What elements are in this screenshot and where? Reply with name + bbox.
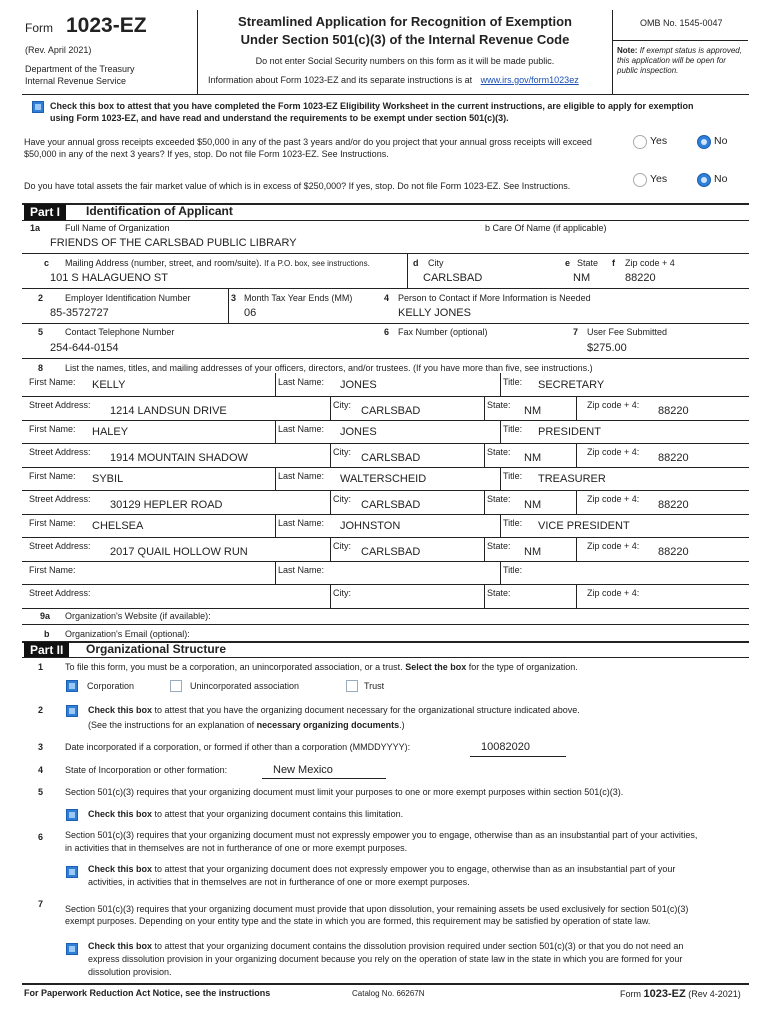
dissolution-provision-checkbox[interactable] [66,943,78,955]
line-4-number: 4 [384,293,390,303]
officer-city-label: City: [333,400,351,410]
p2-line-5-number: 5 [38,787,44,797]
line-2-number: 2 [38,293,44,303]
footer-revision: (Rev 4-2021) [688,989,741,999]
officer-city-value[interactable]: CARLSBAD [361,405,421,417]
officer-last-name-label: Last Name: [278,471,325,481]
officer-zip-label: Zip code + 4: [587,400,640,410]
officer-title-label: Title: [503,565,523,575]
paperwork-notice: For Paperwork Reduction Act Notice, see the instructions [24,988,271,998]
officer-last-name-label: Last Name: [278,424,325,434]
p2-line-6-label-b: in activities that in themselves are not in furtherance of one or more exempt purposes. [65,843,408,853]
corporation-checkbox[interactable] [66,680,78,692]
p2-line-5-check [88,809,403,819]
officer-state-value[interactable]: NM [524,546,542,558]
p2-line-1-pre: To file this form, you must be a corporation, an unincorporated association, or a trust. [65,662,403,672]
officer-title-label: Title: [503,424,523,434]
no-empowerment-checkbox[interactable] [66,866,78,878]
officer-title-value[interactable]: TREASURER [538,473,606,485]
line-c-number: c [44,258,50,268]
p2-line-2-text: to attest that you have the organizing document necessary for the organizational structure indicated above. [154,705,580,715]
line-9a-number: 9a [40,611,51,621]
unincorporated-checkbox[interactable] [170,680,182,692]
officer-street-label: Street Address: [29,541,91,551]
receipts-no-radio[interactable] [697,135,711,149]
city-value[interactable]: CARLSBAD [423,272,483,284]
footer-form-number: 1023-EZ [643,988,686,1000]
p2-line-7-number: 7 [38,899,44,909]
officer-last-name-value[interactable]: JONES [340,379,377,391]
officer-first-name-label: First Name: [29,424,76,434]
officer-first-name-label: First Name: [29,565,76,575]
line-4-label: Person to Contact if More Information is Needed [398,293,591,303]
line-e-number: e [565,258,571,268]
line-2-label: Employer Identification Number [65,293,191,303]
line-8-number: 8 [38,363,44,373]
officer-first-name-value[interactable]: KELLY [92,379,126,391]
p2-line-6-check-1 [88,864,675,874]
officer-street-value[interactable]: 1214 LANDSUN DRIVE [110,405,227,417]
receipts-question-line1: Have your annual gross receipts exceeded $50,000 in any of the past 3 years and/or do you project that your annual gross receipts will exceed [24,137,592,147]
org-name-value[interactable]: FRIENDS OF THE CARLSBAD PUBLIC LIBRARY [50,237,297,249]
officer-last-name-value[interactable]: JONES [340,426,377,438]
p2-line-5-check-text: to attest that your organizing document contains this limitation. [154,809,404,819]
part-2-label: Part II [24,642,69,658]
officer-state-label: State: [487,541,511,551]
officer-first-name-label: First Name: [29,471,76,481]
p2-line-2-sub-pre: (See the instructions for an explanation of [88,720,255,730]
footer-form-label: Form [620,989,641,999]
officer-zip-label: Zip code + 4: [587,588,640,598]
officer-zip-label: Zip code + 4: [587,494,640,504]
part-1-title: Identification of Applicant [86,204,233,218]
line-f-label: Zip code + 4 [625,258,675,268]
line-7-number: 7 [573,327,579,337]
officer-street-value[interactable]: 30129 HEPLER ROAD [110,499,223,511]
line-d-number: d [413,258,419,268]
officer-last-name-value[interactable]: WALTERSCHEID [340,473,427,485]
officer-zip-label: Zip code + 4: [587,447,640,457]
form-label: Form [25,21,53,35]
line-f-number: f [612,258,615,268]
receipts-no-label: No [714,135,728,147]
officer-street-label: Street Address: [29,588,91,598]
catalog-number: Catalog No. 66267N [352,989,425,998]
line-6-number: 6 [384,327,390,337]
officer-last-name-label: Last Name: [278,565,325,575]
revision: (Rev. April 2021) [25,45,92,55]
tax-year-month-value[interactable]: 06 [244,307,257,319]
officer-title-value[interactable]: SECRETARY [538,379,605,391]
state-value[interactable]: NM [573,272,591,284]
receipts-yes-label: Yes [650,135,668,147]
officer-street-value[interactable]: 1914 MOUNTAIN SHADOW [110,452,248,464]
line-5-number: 5 [38,327,44,337]
officer-state-value[interactable]: NM [524,405,542,417]
organizing-document-checkbox[interactable] [66,705,78,717]
line-3-number: 3 [231,293,237,303]
officer-street-label: Street Address: [29,400,91,410]
officer-zip-value[interactable]: 88220 [658,452,689,464]
officer-title-label: Title: [503,377,523,387]
line-1a-number: 1a [30,223,41,233]
officer-street-label: Street Address: [29,447,91,457]
form-title-line1: Streamlined Application for Recognition of Exemption [238,14,572,29]
officer-state-label: State: [487,494,511,504]
ssn-note: Do not enter Social Security numbers on this form as it will be made public. [255,56,555,66]
p2-line-1-number: 1 [38,662,44,672]
officer-first-name-label: First Name: [29,518,76,528]
line-c-label [65,258,370,268]
officer-last-name-value[interactable]: JOHNSTON [340,520,401,532]
contact-person-value[interactable]: KELLY JONES [398,307,471,319]
dept-treasury: Department of the Treasury [25,64,135,74]
p2-line-7-check-3: dissolution provision. [88,967,172,977]
p2-line-4-label: State of Incorporation or other formation: [65,765,228,775]
p2-line-7-check-1 [88,941,683,951]
p2-line-1-bold: Select the box [405,662,467,672]
part-1-label: Part I [24,204,66,220]
officer-state-label: State: [487,447,511,457]
p2-line-1-label [65,662,578,672]
public-note [617,46,747,76]
officer-state-value[interactable]: NM [524,499,542,511]
mailing-address-value[interactable]: 101 S HALAGUENO ST [50,272,168,284]
assets-yes-radio[interactable] [633,173,647,187]
officer-zip-value[interactable]: 88220 [658,546,689,558]
assets-no-radio[interactable] [697,173,711,187]
p2-line-2-label [88,705,580,715]
officer-state-label: State: [487,588,511,598]
p2-line-6-check-text-1: to attest that your organizing document does not expressly empower you to engage, otherwise than as an insubstantial part of your [154,864,676,874]
form-title-line2: Under Section 501(c)(3) of the Internal Revenue Code [240,32,570,47]
p2-line-2-sub-bold: necessary organizing documents [256,720,400,730]
p2-line-2-sub-post: .) [399,720,405,730]
line-3-label: Month Tax Year Ends (MM) [244,293,353,303]
assets-yes-label: Yes [650,173,668,185]
officer-first-name-value[interactable]: CHELSEA [92,520,144,532]
line-5-label: Contact Telephone Number [65,327,175,337]
p2-line-2-sub [88,720,405,730]
officer-zip-value[interactable]: 88220 [658,405,689,417]
officer-city-label: City: [333,588,351,598]
omb-number: OMB No. 1545-0047 [640,18,723,28]
line-1a-label: Full Name of Organization [65,223,170,233]
note-label: Note: [617,46,638,55]
date-incorporated-value[interactable]: 10082020 [481,741,530,753]
line-9b-label: Organization's Email (optional): [65,629,190,639]
officer-city-label: City: [333,494,351,504]
line-9a-label: Organization's Website (if available): [65,611,211,621]
p2-line-6-label-a: Section 501(c)(3) requires that your organizing document must not expressly empower you to engage, otherwise than as an insubstantial part of your activities, [65,830,698,840]
p2-line-7-label-a: Section 501(c)(3) requires that your organizing document must provide that upon dissolution, your remaining assets be used exclusively for section 501(c)(3) [65,904,689,914]
unincorporated-label: Unincorporated association [190,681,300,691]
p2-line-1-post: for the type of organization. [468,662,578,672]
note-text: If exempt status is approved, this application will be open for public inspection. [617,46,742,75]
line-c-label-text: Mailing Address (number, street, and room/suite). [65,258,262,268]
line-c-label-small: If a P.O. box, see instructions. [264,259,370,268]
line-1b-label: b Care Of Name (if applicable) [485,223,607,233]
p2-line-7-bold: Check this box [88,941,153,951]
info-text-label: Information about Form 1023-EZ and its separate instructions is at [208,75,473,85]
receipts-question-line2: $50,000 in any of the next 3 years? If yes, stop. Do not file Form 1023-EZ. See Instructions. [24,149,389,159]
officer-first-name-value[interactable]: HALEY [92,426,129,438]
officer-city-label: City: [333,541,351,551]
officer-first-name-label: First Name: [29,377,76,387]
p2-line-7-check-2: express dissolution provision in your organizing document because you rely on the operation of state law in the state in which you are formed for your [88,954,683,964]
officer-title-label: Title: [503,471,523,481]
p2-line-2-bold: Check this box [88,705,153,715]
p2-line-7-label-b: exempt purposes. Depending on your entity type and the state in which you are formed, this requirement may be satisfied by operation of state law. [65,916,651,926]
purpose-limitation-checkbox[interactable] [66,809,78,821]
assets-question: Do you have total assets the fair market value of which is in excess of $250,000? If yes, stop. Do not file Form 1023-EZ. See Instructions. [24,181,571,191]
state-of-incorporation-value[interactable]: New Mexico [273,764,333,776]
info-text [208,75,579,85]
line-e-label: State [577,258,599,268]
p2-line-3-number: 3 [38,742,44,752]
form-number: 1023-EZ [66,14,147,37]
p2-line-6-check-2: activities, in activities that in themselves are not in furtherance of one or more exempt purposes. [88,877,470,887]
officer-state-label: State: [487,400,511,410]
part-2-title: Organizational Structure [86,642,227,656]
p2-line-5-label: Section 501(c)(3) requires that your organizing document must limit your purposes to one or more exempt purposes within section 501(c)(3). [65,787,624,797]
officer-zip-label: Zip code + 4: [587,541,640,551]
eligibility-attest-line1: Check this box to attest that you have completed the Form 1023-EZ Eligibility Worksheet in the current instructions, are eligible to apply for exemption [50,101,694,111]
officer-street-label: Street Address: [29,494,91,504]
phone-value[interactable]: 254-644-0154 [50,342,119,354]
user-fee-value[interactable]: $275.00 [587,342,627,354]
officer-title-value[interactable]: VICE PRESIDENT [538,520,630,532]
line-7-label: User Fee Submitted [587,327,668,337]
p2-line-5-bold: Check this box [88,809,153,819]
eligibility-attest-line2: using Form 1023-EZ, and have read and understand the requirements to be exempt under section 501(c)(3). [50,113,509,123]
p2-line-7-check-text-1: to attest that your organizing document contains the dissolution provision required under section 501(c)(3) or that you do not need an [154,941,684,951]
officer-last-name-label: Last Name: [278,377,325,387]
officer-street-value[interactable]: 2017 QUAIL HOLLOW RUN [110,546,248,558]
officer-last-name-label: Last Name: [278,518,325,528]
officer-city-value[interactable]: CARLSBAD [361,499,421,511]
trust-label: Trust [364,681,385,691]
officer-state-value[interactable]: NM [524,452,542,464]
footer-form-ref [620,988,741,1000]
p2-line-2-number: 2 [38,705,44,715]
line-6-label: Fax Number (optional) [398,327,488,337]
line-8-label: List the names, titles, and mailing addresses of your officers, directors, and/or trustees. (If you have more than five, see instructions.) [65,363,593,373]
officer-title-label: Title: [503,518,523,528]
ein-value[interactable]: 85-3572727 [50,307,109,319]
officer-city-label: City: [333,447,351,457]
officer-first-name-value[interactable]: SYBIL [92,473,124,485]
receipts-yes-radio[interactable] [633,135,647,149]
officer-title-value[interactable]: PRESIDENT [538,426,601,438]
p2-line-6-number: 6 [38,832,44,842]
p2-line-6-bold: Check this box [88,864,153,874]
p2-line-3-label: Date incorporated if a corporation, or formed if other than a corporation (MMDDYYYY): [65,742,411,752]
line-d-label: City [428,258,444,268]
officer-city-value[interactable]: CARLSBAD [361,452,421,464]
p2-line-4-number: 4 [38,765,44,775]
officer-zip-value[interactable]: 88220 [658,499,689,511]
instructions-link[interactable]: www.irs.gov/form1023ez [480,75,579,85]
zip-value[interactable]: 88220 [625,272,656,284]
eligibility-attest-checkbox[interactable] [32,101,44,113]
line-9b-number: b [44,629,50,639]
corporation-label: Corporation [87,681,135,691]
officer-city-value[interactable]: CARLSBAD [361,546,421,558]
dept-irs: Internal Revenue Service [25,76,127,86]
trust-checkbox[interactable] [346,680,358,692]
assets-no-label: No [714,173,728,185]
